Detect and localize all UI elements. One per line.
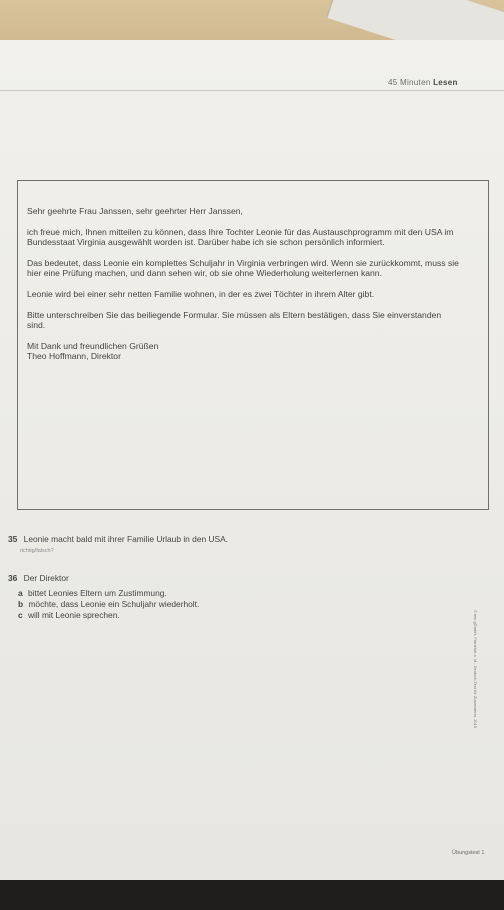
question-hint: richtig/falsch? <box>20 547 54 554</box>
option-letter: a <box>18 588 23 598</box>
letter-content <box>27 206 461 372</box>
option-a[interactable] <box>18 588 418 599</box>
minutes-label: 45 Minuten <box>388 78 431 87</box>
question-number: 36 <box>8 573 18 583</box>
letter-closing: Mit Dank und freundlichen Grüßen <box>27 340 159 351</box>
letter-paragraph-2: Das bedeutet, dass Leonie ein komplettes Schuljahr in Virginia verbringen wird. Wenn sie zurückkommt, muss sie hier eine Prüfung machen, und dann sehen wir, ob sie ohne Wiederholung weiterlernen kann. <box>27 257 459 279</box>
header-rule <box>0 90 504 91</box>
letter-paragraph-1: ich freue mich, Ihnen mitteilen zu können, dass Ihre Tochter Leonie für das Austauschprogramm mit den USA im Bundesstaat Virginia ausgewählt worden ist. Darüber habe ich sie schon persönlich informiert. <box>27 226 454 248</box>
section-label: Lesen <box>433 78 458 87</box>
option-text: möchte, dass Leonie ein Schuljahr wiederholt. <box>28 599 200 609</box>
section-header <box>388 78 458 87</box>
letter-paragraph-4: Bitte unterschreiben Sie das beiliegende Formular. Sie müssen als Eltern bestätigen, dass Sie einverstanden sind. <box>27 309 442 331</box>
question-text: Der Direktor <box>23 573 69 583</box>
letter-signature: Theo Hoffmann, Direktor <box>27 351 121 362</box>
option-text: will mit Leonie sprechen. <box>28 610 120 620</box>
question-text: Leonie macht bald mit ihrer Familie Urlaub in den USA. <box>23 534 229 544</box>
question-number: 35 <box>8 534 18 544</box>
copyright-note <box>473 610 478 620</box>
desk-bottom <box>0 880 504 910</box>
letter-greeting: Sehr geehrte Frau Janssen, sehr geehrter Herr Janssen, <box>27 206 243 216</box>
option-letter: c <box>18 610 23 620</box>
option-b[interactable] <box>18 599 418 610</box>
option-letter: b <box>18 599 24 609</box>
option-c[interactable] <box>18 610 418 621</box>
option-text: bittet Leonies Eltern um Zustimmung. <box>28 588 167 598</box>
question-36 <box>8 573 438 584</box>
letter-paragraph-3: Leonie wird bei einer sehr netten Familie wohnen, in der es zwei Töchter in ihrem Alter gibt. <box>27 288 375 299</box>
sheet-number: Übungstest 1 <box>452 850 485 856</box>
question-35 <box>8 534 438 556</box>
